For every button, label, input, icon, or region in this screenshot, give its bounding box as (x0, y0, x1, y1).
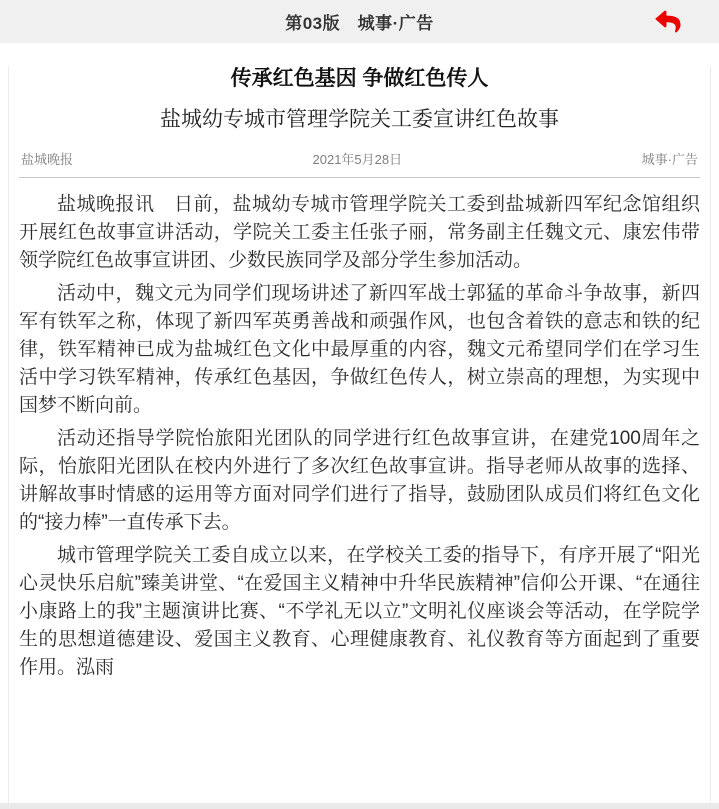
article-paragraph-2: 活动中，魏文元为同学们现场讲述了新四军战士郭猛的革命斗争故事，新四军有铁军之称，体现了新四军英勇善战和顽强作风，也包含着铁的意志和铁的纪律，铁军精神已成为盐城红色文化中最厚重的内容，魏文元希望同学们在学习生活中学习铁军精神，传承红色基因，争做红色传人，树立崇高的理想，为实现中国梦不断向前。 (19, 283, 700, 417)
article-title: 传承红色基因 争做红色传人 (230, 67, 489, 90)
bottom-divider (0, 803, 719, 809)
article-paragraph-1: 盐城晚报讯 日前，盐城幼专城市管理学院关工委到盐城新四军纪念馆组织开展红色故事宣讲活动，学院关工委主任张子丽，常务副主任魏文元、康宏伟带领学院红色故事宣讲团、少数民族同学及部分学生参加活动。 (19, 194, 700, 272)
back-button[interactable] (653, 9, 683, 34)
meta-date: 2021年5月28日 (312, 152, 403, 168)
article-subtitle: 盐城幼专城市管理学院关工委宣讲红色故事 (160, 108, 559, 132)
meta-source: 盐城晚报 (21, 152, 74, 168)
page-header (0, 0, 719, 43)
article-meta (19, 149, 700, 178)
article-body (19, 191, 700, 682)
article-paragraph-4: 城市管理学院关工委自成立以来，在学校关工委的指导下，有序开展了“阳光心灵快乐启航”臻美讲堂、“在爱国主义精神中升华民族精神”信仰公开课、“在通往小康路上的我”主题演讲比赛、“不学礼无以立”文明礼仪座谈会等活动，在学院学生的思想道德建设、爱国主义教育、心理健康教育、礼仪教育等方面起到了重要作用。泓雨 (19, 545, 700, 679)
edition-title: 第03版 城事·广告 (285, 14, 434, 33)
article-paragraph-3: 活动还指导学院怡旅阳光团队的同学进行红色故事宣讲，在建党100周年之际，怡旅阳光团队在校内外进行了多次红色故事宣讲。指导老师从故事的选择、讲解故事时情感的运用等方面对同学们进行了指导，鼓励团队成员们将红色文化的“接力棒”一直传承下去。 (19, 428, 700, 534)
meta-section: 城事·广告 (641, 152, 698, 168)
article-card (8, 66, 711, 809)
reply-arrow-icon (653, 9, 683, 34)
